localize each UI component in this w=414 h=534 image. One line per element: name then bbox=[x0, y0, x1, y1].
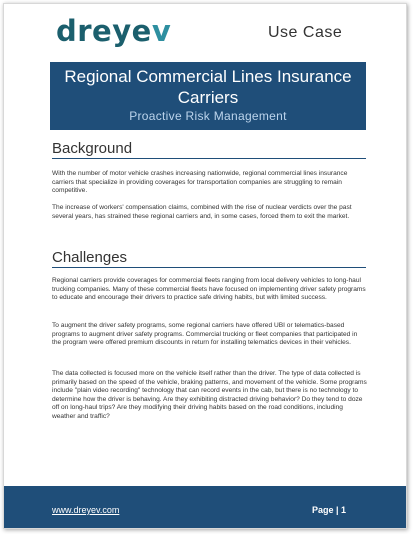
page-footer bbox=[4, 486, 406, 528]
challenges-paragraph-2: To augment the driver safety programs, some regional carriers have offered UBI or telematics-based programs to augment driver safety programs. Commercial trucking or fleet companies that participated in the program were offered premium discounts in return for installing telematics devices in their vehicles. bbox=[52, 322, 358, 347]
challenges-heading: Challenges bbox=[52, 249, 366, 268]
document-page bbox=[3, 3, 407, 529]
document-type-label: Use Case bbox=[268, 24, 343, 41]
challenges-paragraph-3: The data collected is focused more on the vehicle itself rather than the driver. The type of data collected is primarily based on the speed of the vehicle, braking patterns, and movement of the vehicle. Some programs include "plain video recording" technology that can record events in the cab, but there is no technology to determine how the driver is behaving. Are they exhibiting distracted driving behavior? Do they tend to doze off on long-haul trips? Are they modifying their driving habits based on the road conditions, including weather and traffic? bbox=[52, 370, 367, 420]
background-paragraph-2: The increase of workers' compensation claims, combined with the rise of nuclear verdicts over the past several years, has strained these regional carriers and, in some cases, forced them to exit the market. bbox=[52, 204, 352, 220]
logo-main-text: dreye bbox=[56, 14, 152, 48]
background-heading: Background bbox=[52, 140, 366, 159]
page-number: Page | 1 bbox=[312, 505, 347, 515]
challenges-paragraph-1: Regional carriers provide coverages for commercial fleets ranging from local delivery vehicles to long-haul trucking companies. Many of these commercial fleets have focused on implementing driver safety programs to educate and encourage their drivers to practice safe driving habits, but with limited success. bbox=[52, 277, 366, 302]
document-subtitle: Proactive Risk Management bbox=[129, 109, 287, 123]
document-title: Regional Commercial Lines Insurance Carriers bbox=[64, 67, 352, 107]
background-paragraph-1: With the number of motor vehicle crashes increasing nationwide, regional commercial lines insurance carriers that specialize in providing coverages for transportation companies are struggling to remain competitive. bbox=[52, 170, 348, 195]
title-banner bbox=[50, 62, 366, 130]
website-link[interactable]: www.dreyev.com bbox=[52, 505, 120, 515]
logo-accent-text: v bbox=[151, 14, 172, 48]
dreyev-logo bbox=[56, 14, 171, 48]
